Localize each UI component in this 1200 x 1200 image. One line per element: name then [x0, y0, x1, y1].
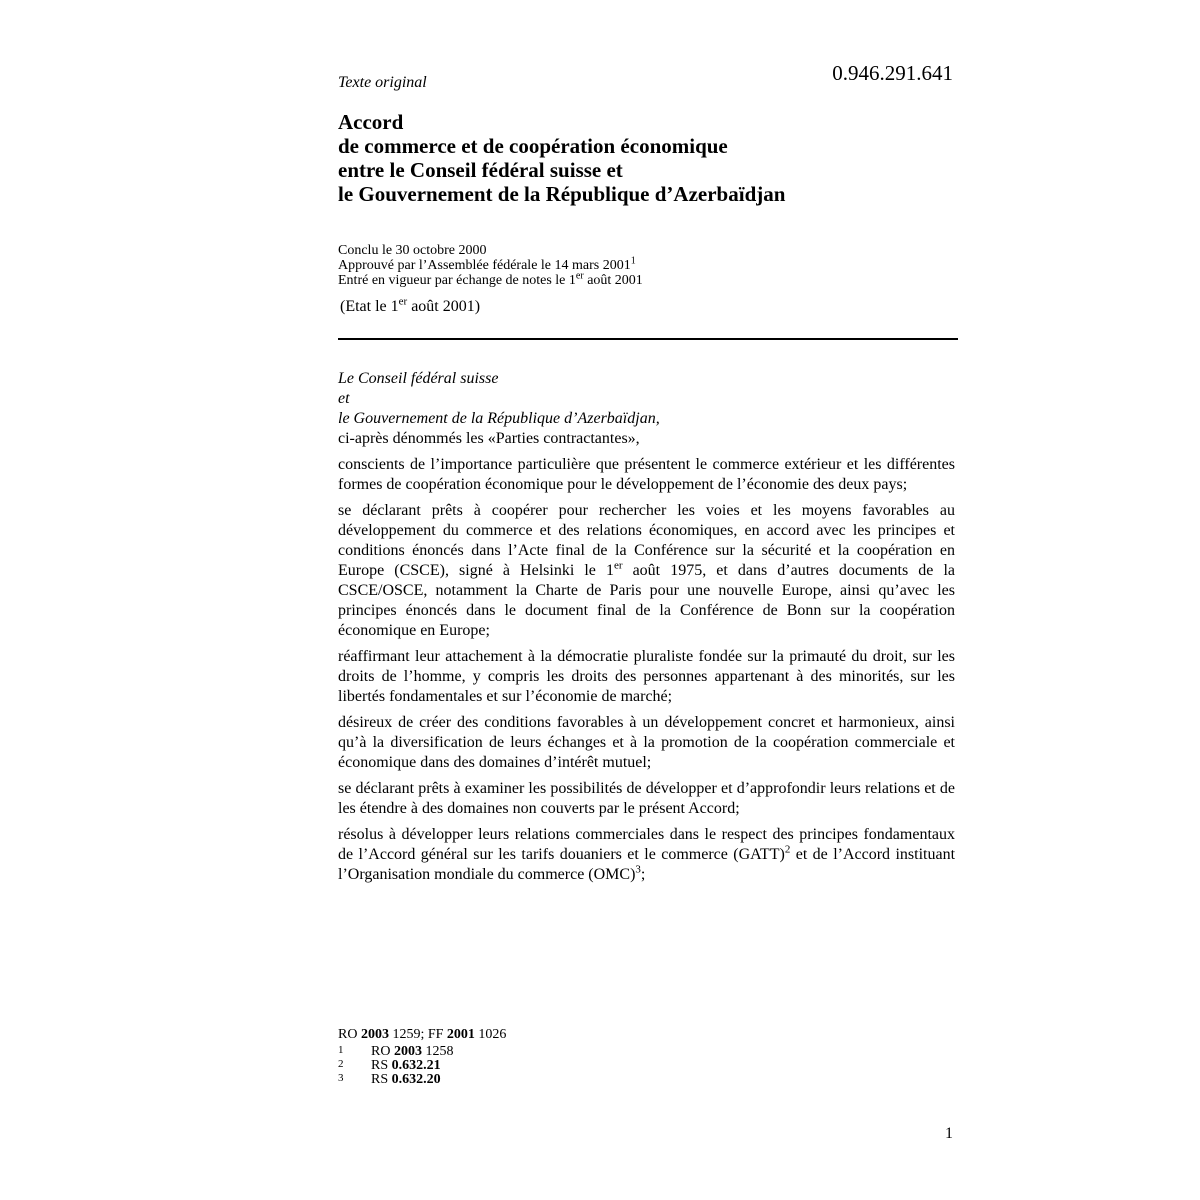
title-line-1: Accord — [338, 110, 404, 134]
title-line-3: entre le Conseil fédéral suisse et — [338, 158, 623, 182]
concluded-date: Conclu le 30 octobre 2000 — [338, 243, 487, 258]
footnotes — [338, 1045, 453, 1087]
preamble-paragraph-1: conscients de l’importance particulière que présentent le commerce extérieur et les différentes formes de coopération économique pour le développement de l’économie des deux pays; — [338, 456, 955, 493]
party-2: le Gouvernement de la République d’Azerbaïdjan, — [338, 410, 660, 427]
footnote-1: 1 RO 2003 1258 — [338, 1044, 454, 1059]
title-line-2: de commerce et de coopération économique — [338, 134, 728, 158]
designation: ci-après dénommés les «Parties contractantes», — [338, 430, 640, 447]
preamble-paragraph-3: réaffirmant leur attachement à la démocratie pluraliste fondée sur la primauté du droit, sur les droits de l’homme, y compris les droits des personnes appartenant à des minorités, sur les libertés fondamentales et sur l’économie de marché; — [338, 648, 955, 705]
original-text-label: Texte original — [338, 74, 427, 91]
entry-into-force: Entré en vigueur par échange de notes le 1er août 2001 — [338, 270, 643, 288]
footnote-2: 2 RS 0.632.21 — [338, 1058, 441, 1073]
footnote-ref-3[interactable]: 3 — [635, 863, 641, 876]
document-metadata — [338, 243, 958, 288]
preamble — [338, 369, 955, 891]
horizontal-rule — [338, 338, 958, 340]
footnote-ref-2[interactable]: 2 — [784, 843, 791, 856]
footnote-3: 3 RS 0.632.20 — [338, 1072, 441, 1087]
title-line-4: le Gouvernement de la République d’Azerbaïdjan — [338, 182, 786, 206]
preamble-paragraph-2: se déclarant prêts à coopérer pour rechercher les voies et les moyens favorables au développement du commerce et des relations économiques, en accord avec les principes et conditions énoncés dans l’Acte final de la Conférence sur la sécurité et la coopération en Europe (CSCE), signé à Helsinki le 1er août 1975, et dans d’autres documents de la CSCE/OSCE, notamment la Charte de Paris pour une nouvelle Europe, ainsi qu’avec les principes énoncés dans le document final de la Conférence de Bonn sur la coopération économique en Europe; — [338, 502, 956, 639]
preamble-paragraph-5: se déclarant prêts à examiner les possibilités de développer et d’approfondir leurs relations et de les étendre à des domaines non couverts par le présent Accord; — [338, 780, 955, 817]
conjunction: et — [338, 390, 350, 407]
publication-reference: RO 2003 1259; FF 2001 1026 — [338, 1027, 507, 1042]
preamble-paragraph-6: résolus à développer leurs relations commerciales dans le respect des principes fondamentaux de l’Accord général sur les tarifs douaniers et le commerce (GATT)$^2$ et de l’Accord instituant l’Organisation mondiale du commerce (OMC)$^3$; — [338, 826, 956, 883]
status-date: (Etat le 1er août 2001) — [340, 295, 481, 315]
footnote-ref-1[interactable]: 1 — [630, 255, 636, 267]
document-title — [338, 110, 958, 206]
page-number: 1 — [945, 1125, 953, 1142]
preamble-paragraph-4: désireux de créer des conditions favorables à un développement concret et harmonieux, ainsi qu’à la diversification de leurs échanges et à la promotion de la coopération commerciale et économique dans des domaines d’intérêt mutuel; — [338, 714, 955, 771]
party-1: Le Conseil fédéral suisse — [338, 370, 499, 387]
sr-number: 0.946.291.641 — [832, 61, 953, 85]
approval-date: Approuvé par l’Assemblée fédérale le 14 mars 2001$^1$ — [338, 255, 636, 273]
